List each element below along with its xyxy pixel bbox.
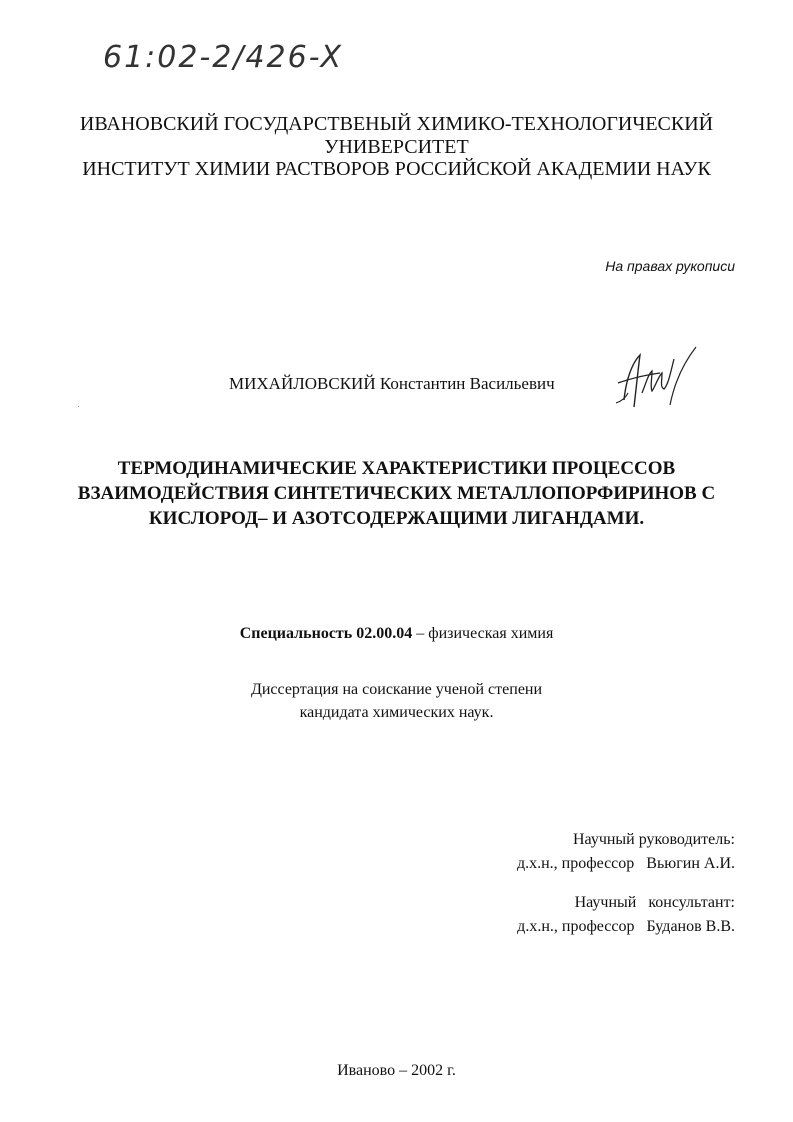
supervisor-degree: д.х.н., профессор bbox=[516, 855, 635, 872]
consultant-name: Буданов В.В. bbox=[646, 918, 735, 935]
specialty-name: физическая химия bbox=[428, 625, 554, 642]
rights-note: На правах рукописи bbox=[605, 258, 735, 274]
scan-speck bbox=[78, 406, 79, 407]
supervisor-details bbox=[517, 852, 735, 876]
author-signature bbox=[612, 345, 702, 415]
supervisor-block bbox=[517, 828, 735, 876]
institution-line-1: ИВАНОВСКИЙ ГОСУДАРСТВЕНЫЙ ХИМИКО-ТЕХНОЛОГИЧЕСКИЙ bbox=[79, 113, 714, 135]
institution-line-3: ИНСТИТУТ ХИМИИ РАСТВОРОВ РОССИЙСКОЙ АКАДЕМИИ НАУК bbox=[82, 158, 711, 180]
degree-line-2: кандидата химических наук. bbox=[299, 704, 494, 721]
catalog-number: 61:02-2/426-X bbox=[103, 40, 344, 75]
consultant-details bbox=[517, 915, 735, 939]
consultant-role: Научный консультант: bbox=[574, 894, 735, 911]
specialty-dash: – bbox=[412, 625, 429, 642]
supervisor-role: Научный руководитель: bbox=[572, 831, 735, 848]
dissertation-degree bbox=[0, 678, 793, 724]
supervisor-name: Вьюгин А.И. bbox=[646, 855, 735, 872]
institution-line-2: УНИВЕРСИТЕТ bbox=[324, 136, 469, 158]
specialty-label: Специальность 02.00.04 bbox=[239, 625, 413, 642]
specialty-line bbox=[0, 625, 793, 643]
author-name: Константин Васильевич bbox=[379, 374, 555, 393]
consultant-block bbox=[517, 891, 735, 939]
author-line bbox=[229, 374, 555, 394]
city-year: Иваново – 2002 г. bbox=[337, 1062, 456, 1079]
title-line-2: ВЗАИМОДЕЙСТВИЯ СИНТЕТИЧЕСКИХ МЕТАЛЛОПОРФИРИНОВ С bbox=[77, 483, 716, 504]
dissertation-title bbox=[0, 456, 793, 531]
title-line-1: ТЕРМОДИНАМИЧЕСКИЕ ХАРАКТЕРИСТИКИ ПРОЦЕССОВ bbox=[117, 458, 676, 479]
author-surname: МИХАЙЛОВСКИЙ bbox=[229, 374, 376, 393]
degree-line-1: Диссертация на соискание ученой степени bbox=[250, 681, 543, 698]
consultant-degree: д.х.н., профессор bbox=[517, 918, 635, 935]
title-line-3: КИСЛОРОД– И АЗОТСОДЕРЖАЩИМИ ЛИГАНДАМИ. bbox=[148, 508, 645, 529]
